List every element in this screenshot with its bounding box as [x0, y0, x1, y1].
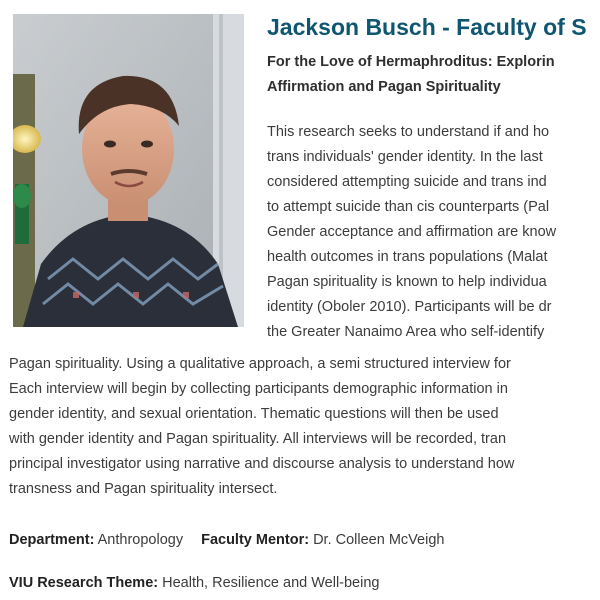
- abstract-line: gender identity, and sexual orientation. Thematic questions will then be used: [9, 406, 499, 422]
- research-theme-value: Health, Resilience and Well-being: [162, 575, 380, 591]
- faculty-mentor-label: Faculty Mentor:: [201, 532, 310, 548]
- project-title-line: Affirmation and Pagan Spirituality: [267, 79, 501, 95]
- abstract-line: Gender acceptance and affirmation are know: [267, 224, 557, 240]
- research-theme-label: VIU Research Theme:: [9, 575, 159, 591]
- abstract-line: Pagan spirituality is known to help individua: [267, 274, 547, 290]
- page-title: Jackson Busch - Faculty of S: [267, 14, 587, 40]
- project-title: [267, 50, 600, 100]
- abstract-line: This research seeks to understand if and ho: [267, 124, 550, 140]
- abstract-line: Pagan spirituality. Using a qualitative approach, a semi structured interview for: [9, 356, 511, 372]
- department-mentor-row: [9, 530, 444, 550]
- abstract-line: the Greater Nanaimo Area who self-identify: [267, 324, 545, 340]
- abstract-line: considered attempting suicide and trans ind: [267, 174, 547, 190]
- abstract-line: transness and Pagan spirituality intersect.: [9, 481, 278, 497]
- research-theme-row: [9, 573, 379, 593]
- abstract-line: principal investigator using narrative and discourse analysis to understand how: [9, 456, 515, 472]
- project-title-line: For the Love of Hermaphroditus: Explorin: [267, 54, 555, 70]
- department-value: Anthropology: [97, 532, 184, 548]
- abstract-line: health outcomes in trans populations (Malat: [267, 249, 548, 265]
- abstract-line: identity (Oboler 2010). Participants will be dr: [267, 299, 552, 315]
- abstract-line: trans individuals' gender identity. In the last: [267, 149, 543, 165]
- abstract-line: to attempt suicide than cis counterparts (Pal: [267, 199, 550, 215]
- department-label: Department:: [9, 532, 95, 548]
- abstract-line: with gender identity and Pagan spirituality. All interviews will be recorded, tran: [9, 431, 507, 447]
- portrait-photo: [13, 14, 244, 327]
- faculty-mentor-value: Dr. Colleen McVeigh: [313, 532, 445, 548]
- abstract-line: Each interview will begin by collecting participants demographic information in: [9, 381, 508, 397]
